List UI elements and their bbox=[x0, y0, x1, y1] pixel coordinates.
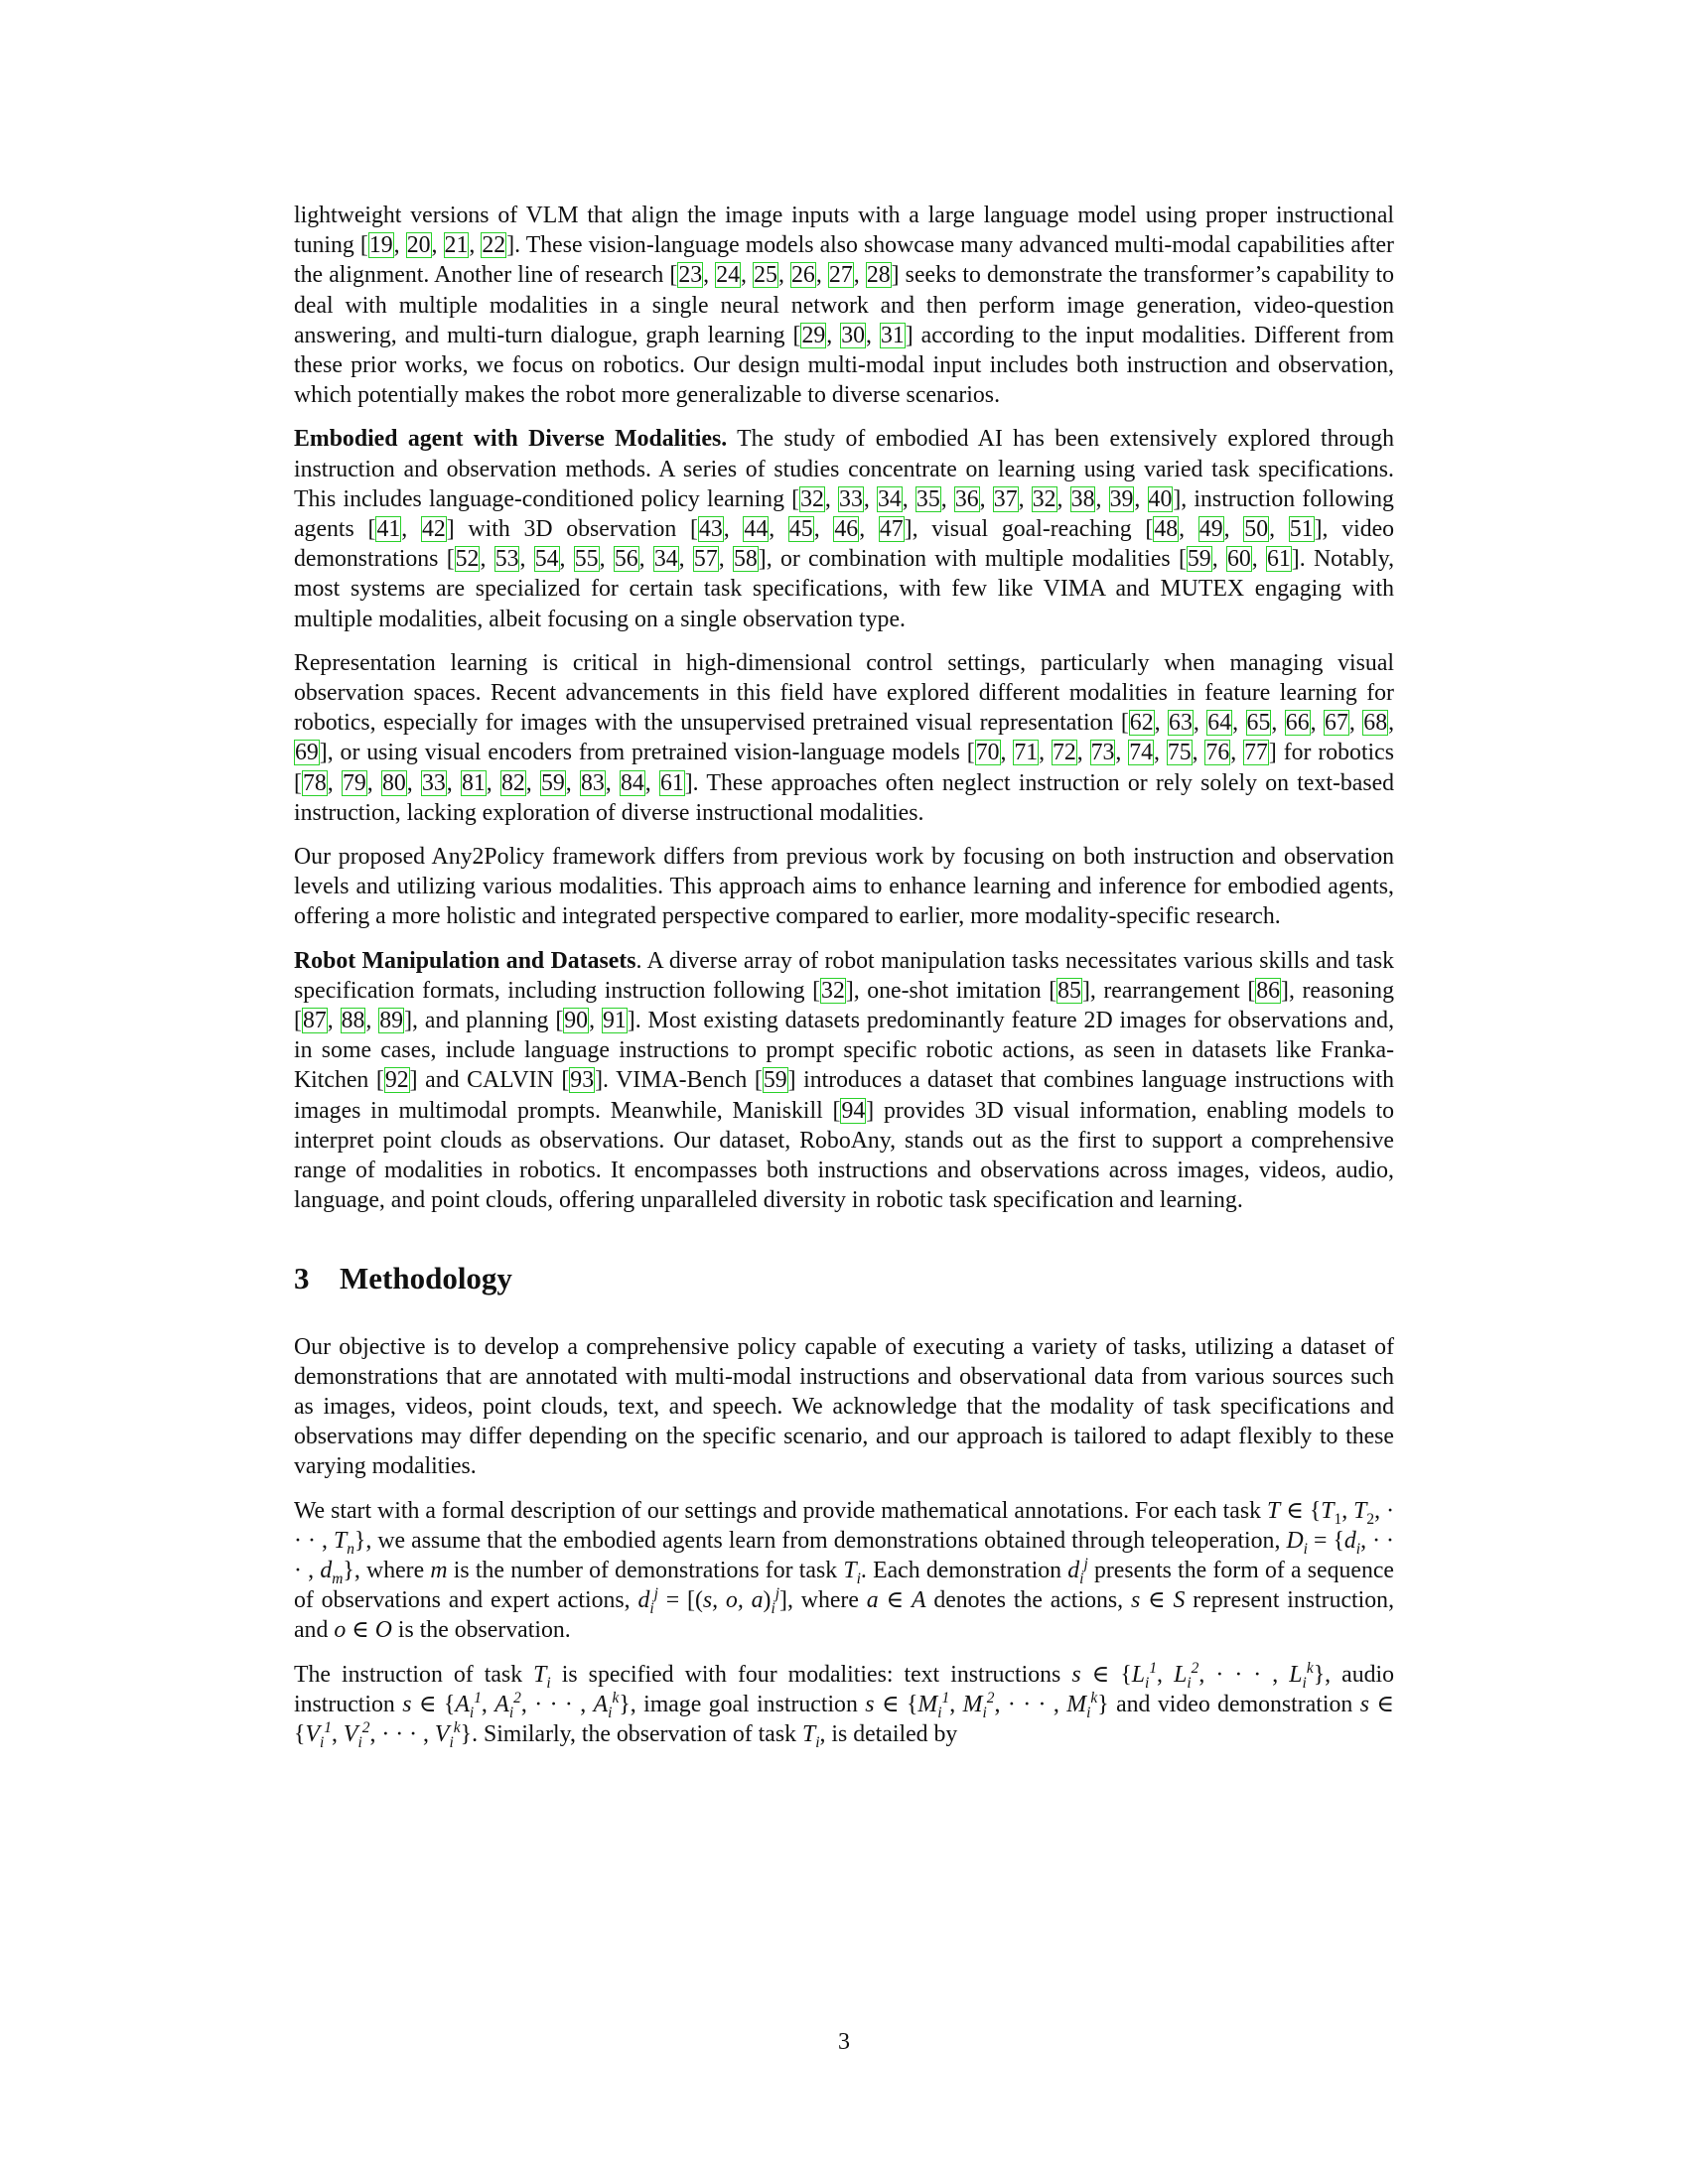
citation-link[interactable]: 20 bbox=[406, 232, 431, 259]
citation-link[interactable]: 29 bbox=[801, 322, 826, 348]
citation-link[interactable]: 47 bbox=[879, 516, 904, 543]
citation-link[interactable]: 71 bbox=[1014, 740, 1039, 766]
citation-link[interactable]: 80 bbox=[381, 769, 406, 796]
paragraph-any2policy: Our proposed Any2Policy framework differs from previous work by focusing on both instruction and observation levels and utilizing various modalities. This approach aims to enhance learning and inference for embodied agents, offering a more holistic and integrated perspective compared to earlier, more modality-specific research. bbox=[294, 844, 1394, 930]
citation-link[interactable]: 40 bbox=[1148, 485, 1173, 512]
page-number: 3 bbox=[838, 2029, 850, 2055]
citation-link[interactable]: 77 bbox=[1244, 740, 1268, 766]
citation-link[interactable]: 39 bbox=[1109, 485, 1134, 512]
citation-link[interactable]: 41 bbox=[376, 516, 401, 543]
citation-link[interactable]: 70 bbox=[975, 740, 1000, 766]
citation-link[interactable]: 57 bbox=[693, 546, 718, 573]
citation-link[interactable]: 61 bbox=[1266, 546, 1291, 573]
citation-link[interactable]: 42 bbox=[421, 516, 446, 543]
citation-link[interactable]: 90 bbox=[564, 1008, 589, 1034]
citation-link[interactable]: 60 bbox=[1226, 546, 1251, 573]
citation-link[interactable]: 59 bbox=[763, 1067, 787, 1094]
citation-link[interactable]: 68 bbox=[1363, 710, 1388, 737]
citation-link[interactable]: 56 bbox=[614, 546, 638, 573]
paragraph-representation-learning: Representation learning is critical in high-dimensional control settings, particularly when managing visual observation spaces. Recent advancements in this field have explored different modalities in feature learning for robotics, especially for images with the unsupervised pretrained visual representation [62, 63, 64, 65, 66, 67, 68, 69], or using visual encoders from pretrained vision-language models [70, 71, 72, 73, 74, 75, 76, 77] for robotics [78, 79, 80, 33, 81, 82, 59, 83, 84, 61]. These approaches often neglect instruction or rely solely on text-based instruction, lacking exploration of diverse instructional modalities. bbox=[294, 649, 1395, 826]
citation-link[interactable]: 89 bbox=[379, 1008, 404, 1034]
citation-link[interactable]: 94 bbox=[841, 1097, 866, 1124]
citation-link[interactable]: 44 bbox=[744, 516, 769, 543]
citation-link[interactable]: 49 bbox=[1198, 516, 1223, 543]
citation-link[interactable]: 73 bbox=[1090, 740, 1115, 766]
citation-link[interactable]: 64 bbox=[1207, 710, 1232, 737]
citation-link[interactable]: 52 bbox=[455, 546, 480, 573]
citation-link[interactable]: 37 bbox=[993, 485, 1018, 512]
citation-link[interactable]: 48 bbox=[1154, 516, 1179, 543]
citation-link[interactable]: 30 bbox=[841, 322, 866, 348]
citation-link[interactable]: 27 bbox=[828, 262, 853, 289]
paragraph-formal-description: We start with a formal description of our settings and provide mathematical annotations. For each task T ∈ {$T_1$, $T_2$, · · · , $T_n$}, we assume that the embodied agents learn from demonstrations obtained through teleoperation, $D_i = \{d_i$, · · · , $d_m$}, where m is the number of demonstrations for task $T_i$. Each demonstration $d_i^j$ presents the form of a sequence of observations and expert actions, $d_i^j = [(s$, o, $a)_i^j$], where a ∈ A denotes the actions, s ∈ S represent instruction, and o ∈ O is the observation. bbox=[294, 1497, 1395, 1644]
citation-link[interactable]: 72 bbox=[1052, 740, 1076, 766]
citation-link[interactable]: 33 bbox=[839, 485, 863, 512]
citation-link[interactable]: 67 bbox=[1325, 710, 1348, 737]
citation-link[interactable]: 45 bbox=[788, 516, 813, 543]
paragraph-objective: Our objective is to develop a comprehensive policy capable of executing a variety of tasks, utilizing a dataset of demonstrations that are annotated with multi-modal instructions and observational data from various sources such as images, videos, point clouds, text, and speech. We acknowledge that the modality of task specifications and observations may differ depending on the specific scenario, and our approach is tailored to adapt flexibly to these varying modalities. bbox=[294, 1333, 1394, 1480]
citation-link[interactable]: 51 bbox=[1289, 516, 1314, 543]
citation-link[interactable]: 92 bbox=[384, 1067, 409, 1094]
citation-link[interactable]: 43 bbox=[698, 516, 723, 543]
citation-link[interactable]: 59 bbox=[540, 769, 565, 796]
citation-link[interactable]: 93 bbox=[570, 1067, 595, 1094]
citation-link[interactable]: 38 bbox=[1070, 485, 1095, 512]
paragraph-robot-manipulation bbox=[294, 946, 1394, 1216]
citation-link[interactable]: 28 bbox=[866, 262, 891, 289]
citation-link[interactable]: 55 bbox=[574, 546, 599, 573]
citation-link[interactable]: 50 bbox=[1244, 516, 1269, 543]
citation-link[interactable]: 32 bbox=[821, 977, 845, 1004]
citation-link[interactable]: 61 bbox=[659, 769, 684, 796]
citation-link[interactable]: 46 bbox=[834, 516, 859, 543]
citation-link[interactable]: 74 bbox=[1129, 740, 1154, 766]
citation-link[interactable]: 22 bbox=[482, 232, 506, 259]
citation-link[interactable]: 33 bbox=[421, 769, 446, 796]
citation-link[interactable]: 59 bbox=[1187, 546, 1211, 573]
citation-link[interactable]: 24 bbox=[716, 262, 741, 289]
citation-link[interactable]: 31 bbox=[880, 322, 905, 348]
citation-link[interactable]: 85 bbox=[1057, 977, 1081, 1004]
citation-link[interactable]: 82 bbox=[500, 769, 525, 796]
paragraph-body-embodied: The study of embodied AI has been extensively explored through instruction and observation methods. A series of studies concentrate on learning using varied task specifications. This includes language-conditioned policy learning [32, 33, 34, 35, 36, 37, 32, 38, 39, 40], instruction following agents [41, 42] with 3D observation [43, 44, 45, 46, 47], visual goal-reaching [48, 49, 50, 51], video demonstrations [52, 53, 54, 55, 56, 34, 57, 58], or combination with multiple modalities [59, 60, 61]. Notably, most systems are specialized for certain task specifications, with few like VIMA and MUTEX engaging with multiple modalities, albeit focusing on a single observation type. bbox=[294, 426, 1395, 632]
paragraph-body-manipulation: . A diverse array of robot manipulation tasks necessitates various skills and task specification formats, including instruction following [32], one-shot imitation [85], rearrangement [86], reasoning [87, 88, 89], and planning [90, 91]. Most existing datasets predominantly feature 2D images for observations and, in some cases, include language instructions to prompt specific robotic actions, as seen in datasets like Franka-Kitchen [92] and CALVIN [93]. VIMA-Bench [59] introduces a dataset that combines language instructions with images in multimodal prompts. Meanwhile, Maniskill [94] provides 3D visual information, enabling models to interpret point clouds as observations. Our dataset, RoboAny, stands out as the first to support a comprehensive range of modalities in robotics. It encompasses both instructions and observations across images, videos, audio, language, and point clouds, offering unparalleled diversity in robotic task specification and learning. bbox=[294, 947, 1395, 1214]
section-number: 3 bbox=[294, 1260, 310, 1296]
paragraph-instruction-modalities: The instruction of task $T_i$ is specified with four modalities: text instructions s ∈ {$L_i^1$, $L_i^2$, · · · , $L_i^k$}, audio instruction s ∈ {$A_i^1$, $A_i^2$, · · · , $A_i^k$}, image goal instruction s ∈ {$M_i^1$, $M_i^2$, · · · , $M_i^k$} and video demonstration s ∈ {$V_i^1$, $V_i^2$, · · · , $V_i^k$}. Similarly, the observation of task $T_i$, is detailed by bbox=[294, 1659, 1395, 1751]
section-heading bbox=[294, 1261, 1394, 1297]
citation-link[interactable]: 66 bbox=[1285, 710, 1310, 737]
citation-link[interactable]: 81 bbox=[461, 769, 486, 796]
citation-link[interactable]: 58 bbox=[733, 546, 758, 573]
citation-link[interactable]: 26 bbox=[791, 262, 815, 289]
citation-link[interactable]: 19 bbox=[368, 232, 393, 259]
citation-link[interactable]: 79 bbox=[342, 769, 366, 796]
section-title: Methodology bbox=[340, 1260, 512, 1296]
citation-link[interactable]: 32 bbox=[1032, 485, 1056, 512]
citation-link[interactable]: 21 bbox=[444, 232, 469, 259]
paragraph-heading-embodied: Embodied agent with Diverse Modalities. bbox=[294, 426, 728, 453]
paragraph-embodied-agent bbox=[294, 424, 1394, 633]
citation-link[interactable]: 35 bbox=[915, 485, 940, 512]
paragraph-related-work-vlm: lightweight versions of VLM that align the image inputs with a large language model using proper instructional tuning [19, 20, 21, 22]. These vision-language models also showcase many advanced multi-modal capabilities after the alignment. Another line of research [23, 24, 25, 26, 27, 28] seeks to demonstrate the transformer’s capability to deal with multiple modalities in a single neural network and then perform image generation, video-question answering, and multi-turn dialogue, graph learning [29, 30, 31] according to the input modalities. Different from these prior works, we focus on robotics. Our design multi-modal input includes both instruction and observation, which potentially makes the robot more generalizable to diverse scenarios. bbox=[294, 203, 1395, 409]
citation-link[interactable]: 88 bbox=[341, 1008, 365, 1034]
citation-link[interactable]: 63 bbox=[1169, 710, 1193, 737]
citation-link[interactable]: 75 bbox=[1167, 740, 1192, 766]
citation-link[interactable]: 25 bbox=[754, 262, 777, 289]
citation-link[interactable]: 87 bbox=[302, 1008, 327, 1034]
citation-link[interactable]: 36 bbox=[954, 485, 979, 512]
citation-link[interactable]: 54 bbox=[534, 546, 559, 573]
citation-link[interactable]: 34 bbox=[877, 485, 902, 512]
citation-link[interactable]: 34 bbox=[653, 546, 678, 573]
citation-link[interactable]: 76 bbox=[1205, 740, 1230, 766]
citation-link[interactable]: 84 bbox=[620, 769, 644, 796]
citation-link[interactable]: 69 bbox=[295, 740, 319, 766]
citation-link[interactable]: 23 bbox=[678, 262, 703, 289]
paper-page bbox=[294, 201, 1394, 1763]
paragraph-heading-manipulation: Robot Manipulation and Datasets bbox=[294, 947, 636, 974]
citation-link[interactable]: 83 bbox=[580, 769, 605, 796]
citation-link[interactable]: 65 bbox=[1246, 710, 1271, 737]
citation-link[interactable]: 32 bbox=[800, 485, 824, 512]
citation-link[interactable]: 91 bbox=[602, 1008, 627, 1034]
citation-link[interactable]: 62 bbox=[1129, 710, 1154, 737]
citation-link[interactable]: 78 bbox=[302, 769, 327, 796]
citation-link[interactable]: 86 bbox=[1256, 977, 1281, 1004]
citation-link[interactable]: 53 bbox=[494, 546, 519, 573]
